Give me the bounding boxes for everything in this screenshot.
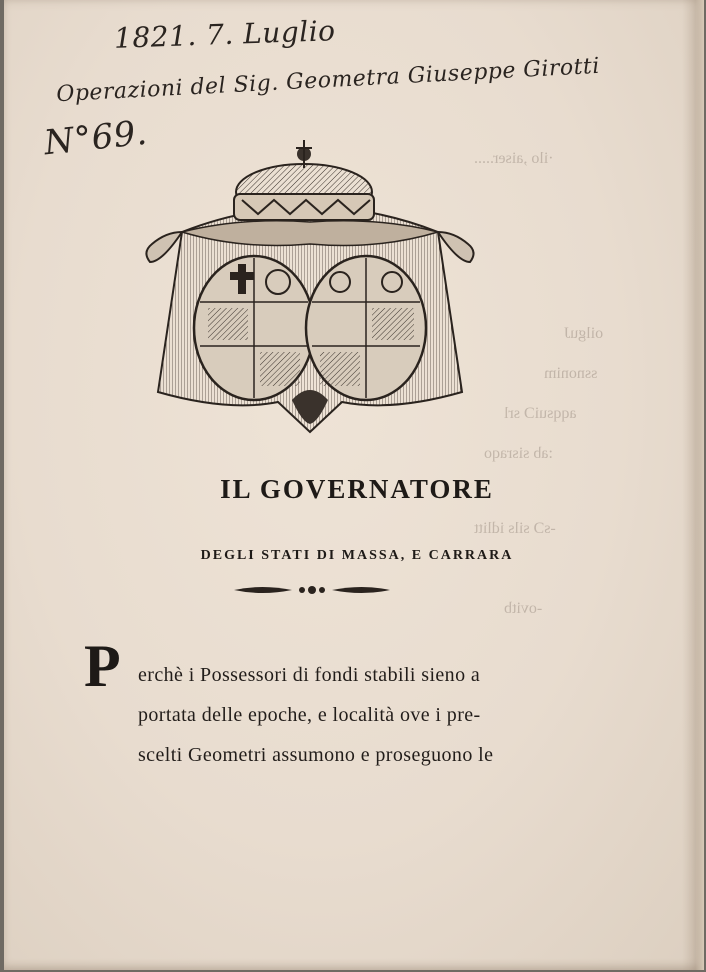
body-text-line: portata delle epoche, e località ove i pre- [138,704,481,726]
show-through-text: oilguJ [564,325,604,342]
show-through-text: ·ilo ,aiser..... [474,150,554,167]
document-page [4,0,704,970]
body-text-line: scelti Geometri assumono e proseguono le [138,744,494,766]
show-through-text: ssnonim [544,365,598,382]
show-through-text: -ovitb [504,600,543,617]
decorative-rule-ornament-icon [232,582,392,598]
document-title: IL GOVERNATORE [220,474,494,504]
drop-cap: P [84,633,121,699]
handwritten-note: Operazioni del Sig. Geometra Giuseppe Girotti [55,53,601,108]
show-through-text: aqqsuiƆ srl [504,405,577,422]
show-through-text: :ab sisraqo [484,445,553,462]
body-text-line: erchè i Possessori di fondi stabili sieno a [138,664,481,686]
show-through-text: -sƆ sils idlitt [474,520,556,537]
handwritten-date: 1821. 7. Luglio [113,14,337,55]
document-subtitle: DEGLI STATI DI MASSA, E CARRARA [200,548,514,563]
coat-of-arms-crest-icon [142,132,478,444]
handwritten-number: N°69. [42,112,150,164]
